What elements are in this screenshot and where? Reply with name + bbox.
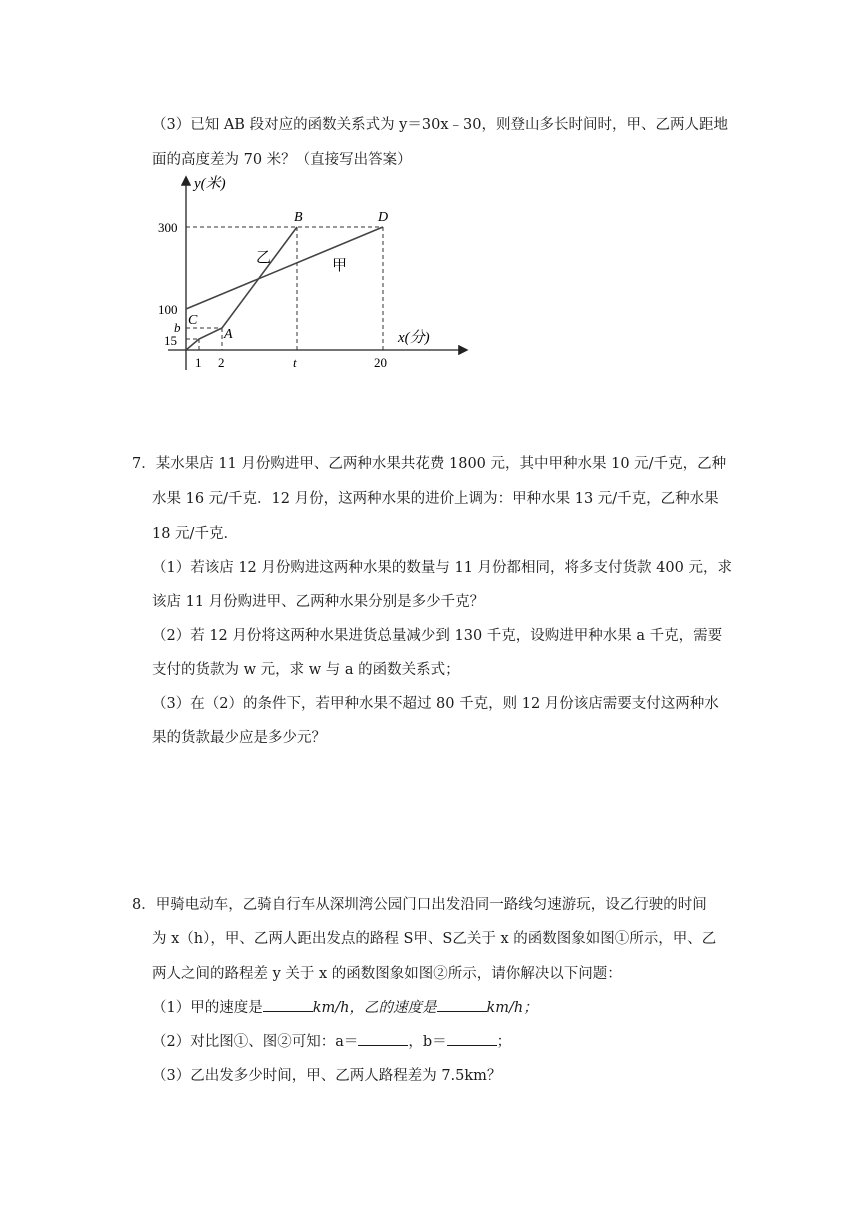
q7-part1-b: 该店 11 月份购进甲、乙两种水果分别是多少千克？ [152, 594, 485, 610]
q8-part1 [152, 996, 538, 1017]
q7-part2-b: 支付的货款为 w 元，求 w 与 a 的函数关系式； [152, 662, 460, 678]
q7-line2: 水果 16 元/千克．12 月份，这两种水果的进价上调为：甲种水果 13 元/千克，乙种水果 [152, 491, 719, 507]
q6-part3-line1: （3）已知 AB 段对应的函数关系式为 y＝30x﹣30，则登山多长时间时，甲、乙两人距地 [152, 117, 728, 133]
answer-blank[interactable] [437, 999, 487, 1012]
y-tick-100: 100 [158, 302, 178, 317]
q7-line1: 7．某水果店 11 月份购进甲、乙两种水果共花费 1800 元，其中甲种水果 10 元/千克，乙种 [132, 456, 727, 472]
y-tick-b: b [174, 320, 181, 335]
x-tick-2: 2 [218, 355, 225, 370]
q8-part2-start: （2）对比图①、图②可知：a＝ [152, 1034, 359, 1050]
series-jia-line [186, 227, 383, 309]
q8-line1: 8．甲骑电动车，乙骑自行车从深圳湾公园门口出发沿同一路线匀速游玩，设乙行驶的时间 [132, 897, 707, 913]
q8-line3: 两人之间的路程差 y 关于 x 的函数图象如图②所示，请你解决以下问题： [152, 966, 622, 982]
q6-part3-line2: 面的高度差为 70 米？（直接写出答案） [152, 152, 412, 168]
y-tick-15: 15 [164, 333, 177, 348]
series-yi-label: 乙 [256, 248, 272, 266]
function-graph [158, 172, 478, 372]
answer-blank[interactable] [263, 999, 313, 1012]
q8-line2: 为 x（h），甲、乙两人距出发点的路程 S甲、S乙关于 x 的函数图象如图①所示，甲、乙 [152, 931, 717, 947]
q8-part3: （3）乙出发多少时间，甲、乙两人路程差为 7.5km？ [152, 1068, 502, 1084]
x-tick-t: t [293, 355, 297, 370]
q7-line3: 18 元/千克． [152, 526, 238, 542]
answer-blank[interactable] [358, 1033, 408, 1046]
q8-part1-start: （1）甲的速度是 [152, 1000, 263, 1016]
point-D: D [378, 210, 389, 225]
q8-part2-end: ； [496, 1034, 512, 1050]
y-tick-300: 300 [158, 220, 178, 235]
q7-part3-a: （3）在（2）的条件下，若甲种水果不超过 80 千克，则 12 月份该店需要支付这两种水 [152, 696, 719, 712]
point-C: C [188, 313, 198, 328]
series-jia-label: 甲 [332, 256, 348, 274]
x-tick-1: 1 [195, 355, 202, 370]
x-axis-label: x(分) [398, 330, 430, 346]
q8-part1-mid: km/h，乙的速度是 [312, 1000, 437, 1016]
q7-part2-a: （2）若 12 月份将这两种水果进货总量减少到 130 千克，设购进甲种水果 a 千克，需要 [152, 628, 723, 644]
q7-part1-a: （1）若该店 12 月份购进这两种水果的数量与 11 月份都相同，将多支付货款 400 元，求 [152, 560, 732, 576]
q8-part2-mid: ，b＝ [408, 1034, 447, 1050]
x-tick-20: 20 [374, 355, 387, 370]
y-axis-label: y(米) [194, 176, 226, 192]
q7-part3-b: 果的货款最少应是多少元？ [152, 730, 326, 746]
point-B: B [294, 210, 303, 225]
point-A: A [224, 327, 233, 342]
answer-blank[interactable] [447, 1033, 497, 1046]
series-yi-line [186, 227, 297, 350]
q8-part1-end: km/h； [486, 1000, 538, 1016]
q8-part2 [152, 1030, 511, 1051]
